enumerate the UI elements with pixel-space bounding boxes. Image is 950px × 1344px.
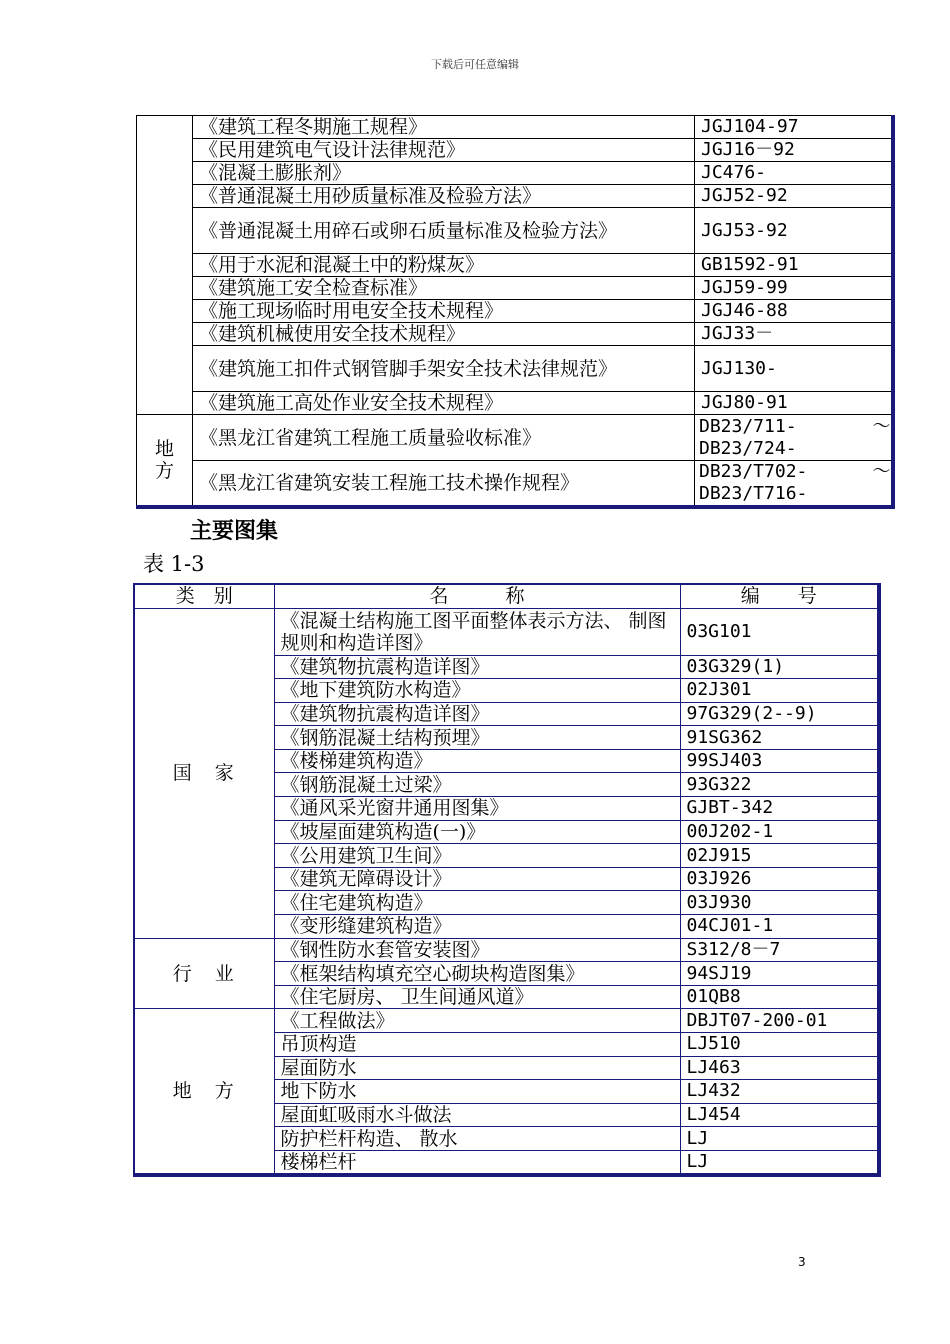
- atlas-name: 防护栏杆构造、 散水: [274, 1127, 680, 1151]
- standard-name: 《普通混凝土用碎石或卵石质量标准及检验方法》: [193, 208, 695, 254]
- atlas-code: DBJT07-200-01: [680, 1009, 879, 1033]
- standard-code: JGJ33－: [695, 323, 893, 346]
- atlas-code: 04CJ01-1: [680, 915, 879, 939]
- atlas-name: 《公用建筑卫生间》: [274, 844, 680, 868]
- standard-name: 《黑龙江省建筑安装工程施工技术操作规程》: [193, 461, 695, 508]
- atlas-table: [133, 583, 881, 1177]
- table-row: [134, 608, 879, 655]
- standard-code: JGJ53-92: [695, 208, 893, 254]
- tilde: ～: [872, 415, 891, 437]
- header-note: 下载后可任意编辑: [431, 58, 519, 71]
- code-end: DB23/724-: [699, 437, 797, 459]
- table-row: [137, 415, 893, 461]
- atlas-name: 《工程做法》: [274, 1009, 680, 1033]
- table-row: [137, 277, 893, 300]
- table-row: [137, 185, 893, 208]
- atlas-code: 02J301: [680, 679, 879, 703]
- atlas-name: 《钢性防水套管安装图》: [274, 938, 680, 962]
- table-row: [137, 346, 893, 392]
- standard-name: 《建筑工程冬期施工规程》: [193, 116, 695, 139]
- tilde: ～: [872, 461, 891, 482]
- table-row: [137, 254, 893, 277]
- atlas-name: 《框架结构填充空心砌块构造图集》: [274, 962, 680, 986]
- standard-code: JGJ59-99: [695, 277, 893, 300]
- atlas-name: 楼梯栏杆: [274, 1150, 680, 1175]
- standard-code: JGJ46-88: [695, 300, 893, 323]
- atlas-code: 91SG362: [680, 726, 879, 750]
- standard-code: GB1592-91: [695, 254, 893, 277]
- atlas-code: 02J915: [680, 844, 879, 868]
- standard-code: JC476-: [695, 162, 893, 185]
- atlas-name: 屋面防水: [274, 1056, 680, 1080]
- table-label: 表 1-3: [143, 552, 205, 576]
- standard-code: [695, 415, 893, 461]
- atlas-code: 03G101: [680, 608, 879, 655]
- category-cell: 国 家: [134, 608, 274, 938]
- table-row: [137, 162, 893, 185]
- table-row: [137, 323, 893, 346]
- atlas-code: 93G322: [680, 773, 879, 797]
- standard-name: 《建筑施工安全检查标准》: [193, 277, 695, 300]
- atlas-code: 01QB8: [680, 985, 879, 1009]
- code-end: DB23/T716-: [699, 483, 808, 504]
- atlas-code: S312/8－7: [680, 938, 879, 962]
- atlas-name: 《建筑物抗震构造详图》: [274, 702, 680, 726]
- standard-code: [695, 461, 893, 508]
- atlas-code: GJBT-342: [680, 797, 879, 821]
- atlas-name: 《住宅厨房、 卫生间通风道》: [274, 985, 680, 1009]
- page-number: 3: [798, 1255, 806, 1269]
- table-row: [137, 392, 893, 415]
- standard-name: 《混凝土膨胀剂》: [193, 162, 695, 185]
- category-cell: 行 业: [134, 938, 274, 1009]
- atlas-name: 《钢筋混凝土结构预埋》: [274, 726, 680, 750]
- atlas-code: 94SJ19: [680, 962, 879, 986]
- standard-name: 《建筑施工扣件式钢管脚手架安全技术法律规范》: [193, 346, 695, 392]
- atlas-code: LJ: [680, 1150, 879, 1175]
- table-row: [134, 1009, 879, 1033]
- atlas-name: 《坡屋面建筑构造(一)》: [274, 820, 680, 844]
- section-title: 主要图集: [190, 519, 279, 544]
- table-row: [134, 938, 879, 962]
- atlas-name: 《住宅建筑构造》: [274, 891, 680, 915]
- standard-code: JGJ80-91: [695, 392, 893, 415]
- atlas-code: LJ510: [680, 1033, 879, 1057]
- atlas-code: LJ: [680, 1127, 879, 1151]
- table-row: [137, 300, 893, 323]
- atlas-name: 《通风采光窗井通用图集》: [274, 797, 680, 821]
- category-cell: 地方: [137, 415, 193, 508]
- standard-name: 《用于水泥和混凝土中的粉煤灰》: [193, 254, 695, 277]
- atlas-name: 《钢筋混凝土过梁》: [274, 773, 680, 797]
- header-row: [134, 584, 879, 608]
- table-row: [137, 208, 893, 254]
- standard-name: 《民用建筑电气设计法律规范》: [193, 139, 695, 162]
- standard-name: 《建筑施工高处作业安全技术规程》: [193, 392, 695, 415]
- standard-name: 《施工现场临时用电安全技术规程》: [193, 300, 695, 323]
- standard-name: 《黑龙江省建筑工程施工质量验收标准》: [193, 415, 695, 461]
- atlas-name: 《楼梯建筑构造》: [274, 749, 680, 773]
- standard-code: JGJ16－92: [695, 139, 893, 162]
- atlas-code: 03J926: [680, 867, 879, 891]
- standard-code: JGJ130-: [695, 346, 893, 392]
- standard-name: 《普通混凝土用砂质量标准及检验方法》: [193, 185, 695, 208]
- table-row: [137, 461, 893, 508]
- category-cell: [137, 116, 193, 415]
- atlas-name: 《建筑无障碍设计》: [274, 867, 680, 891]
- atlas-code: 03G329(1): [680, 655, 879, 679]
- atlas-code: 97G329(2--9): [680, 702, 879, 726]
- atlas-code: 00J202-1: [680, 820, 879, 844]
- code-start: DB23/711-: [699, 415, 797, 437]
- atlas-name: 地下防水: [274, 1080, 680, 1104]
- atlas-code: 99SJ403: [680, 749, 879, 773]
- category-cell: 地 方: [134, 1009, 274, 1175]
- column-header-code: 编 号: [680, 584, 879, 608]
- atlas-code: LJ454: [680, 1103, 879, 1127]
- atlas-name: 《建筑物抗震构造详图》: [274, 655, 680, 679]
- column-header-name: 名 称: [274, 584, 680, 608]
- code-line: [699, 416, 891, 438]
- atlas-name: 《变形缝建筑构造》: [274, 915, 680, 939]
- standard-name: 《建筑机械使用安全技术规程》: [193, 323, 695, 346]
- atlas-code: LJ432: [680, 1080, 879, 1104]
- atlas-name: 《混凝土结构施工图平面整体表示方法、 制图规则和构造详图》: [274, 608, 680, 655]
- atlas-name: 屋面虹吸雨水斗做法: [274, 1103, 680, 1127]
- standard-code: JGJ104-97: [695, 116, 893, 139]
- atlas-code: 03J930: [680, 891, 879, 915]
- table-row: [137, 139, 893, 162]
- atlas-name: 《地下建筑防水构造》: [274, 679, 680, 703]
- atlas-name: 吊顶构造: [274, 1033, 680, 1057]
- standard-code: JGJ52-92: [695, 185, 893, 208]
- table-row: [137, 116, 893, 139]
- standards-table: [136, 115, 895, 509]
- code-line: [699, 461, 891, 483]
- column-header-category: 类 别: [134, 584, 274, 608]
- code-start: DB23/T702-: [699, 461, 808, 482]
- atlas-code: LJ463: [680, 1056, 879, 1080]
